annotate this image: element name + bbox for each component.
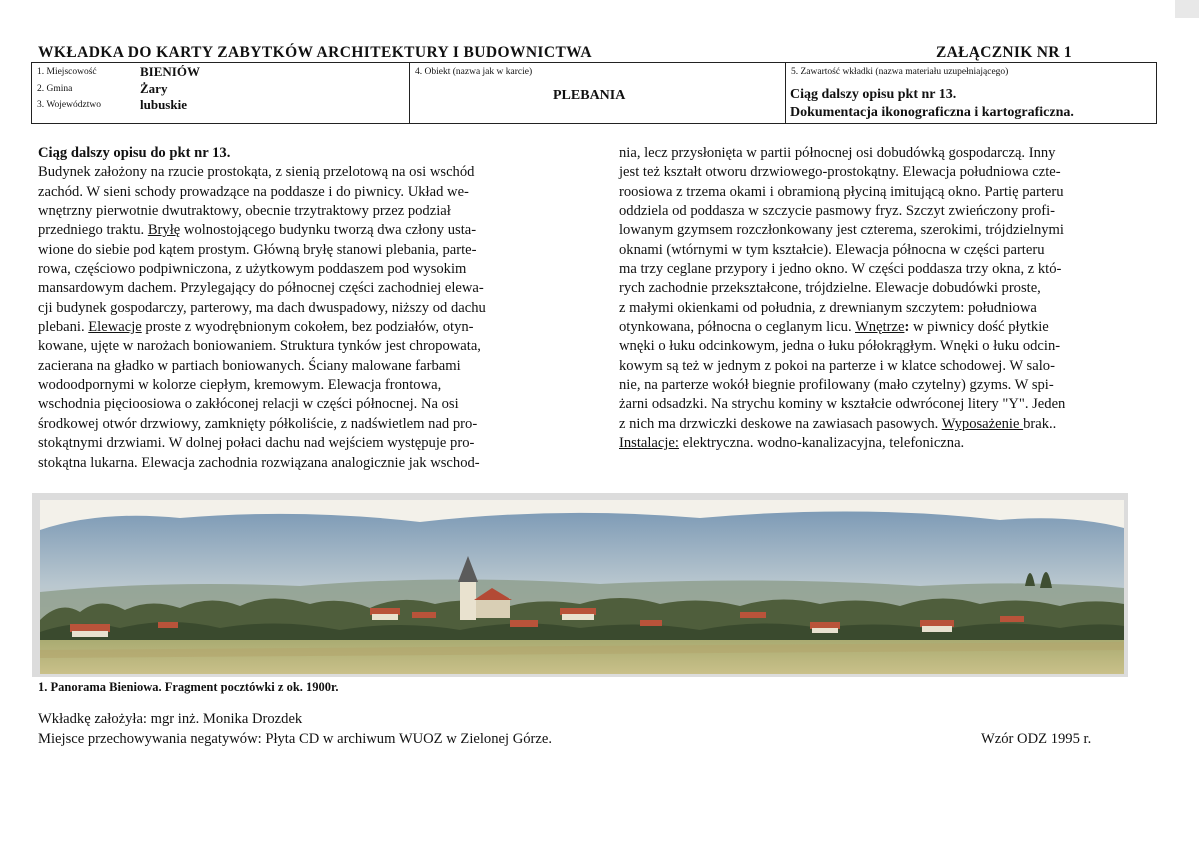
- right-text-line: oddziela od poddasza w szczycie pasmowy fryz. Szczyt zwieńczony profi-: [619, 203, 1056, 220]
- right-text-line: nie, na parterze wokół biegnie profilowany (mało czytelny) gzyms. W spi-: [619, 377, 1054, 394]
- left-text-line: plebani. Elewacje proste z wyodrębnionym cokołem, bez podziałów, otyn-: [38, 319, 474, 336]
- right-text-line: z nich ma drzwiczki deskowe na zawiasach pasowych. Wyposażenie brak..: [619, 415, 1057, 432]
- voivodeship-label: 3. Województwo: [37, 100, 101, 110]
- author-note: Wkładkę założyła: mgr inż. Monika Drozdek: [38, 711, 303, 727]
- left-text-line: przedniego traktu. Bryłę wolnostojącego budynku tworzą dwa człony usta-: [38, 222, 477, 239]
- right-text-line: otynkowana, północna o ceglanym licu. Wnętrze: w piwnicy dość płytkie: [619, 319, 1049, 336]
- underlined-term: Wyposażenie: [941, 415, 1024, 432]
- annex-number: ZAŁĄCZNIK NR 1: [936, 44, 1072, 61]
- right-text-line: roosiowa z trzema okami i obramioną płyciną imitującą okno. Partię parteru: [619, 183, 1064, 200]
- place-value: BIENIÓW: [140, 64, 200, 79]
- column-divider: [409, 63, 410, 123]
- right-text-line: wnęki o łuku odcinkowym, jedna o łuku półokrągłym. Wnęki o łuku odcin-: [619, 338, 1061, 355]
- right-text-line: żarni odsadzki. Na strychu kominy w kształcie odwróconej litery "Y". Jeden: [619, 396, 1066, 413]
- right-text-line: jest też kształt otworu drzwiowego-prostokątny. Elewacja południowa czte-: [619, 164, 1061, 181]
- place-label: 1. Miejscowość: [37, 67, 97, 77]
- left-text-line: stokątna lukarna. Elewacja zachodnia rozwiązana analogicznie jak wschod-: [38, 454, 480, 471]
- right-text-line: oknami (wtórnymi w tym kształcie). Elewacja północna w części parteru: [619, 241, 1045, 258]
- description-right-column: [619, 144, 1121, 454]
- left-text-line: rowa, częściowo podpiwniczona, z użytkowym poddaszem pod wysokim: [38, 261, 467, 278]
- right-text-line: z małymi okienkami od południa, z drewnianym szczytem: południowa: [619, 299, 1037, 316]
- left-text-line: wione do siebie pod kątem prostym. Główną bryłę stanowi plebania, parte-: [38, 241, 477, 258]
- storage-note: Miejsce przechowywania negatywów: Płyta CD w archiwum WUOZ w Zielonej Górze.: [38, 731, 553, 747]
- content-line-1: Ciąg dalszy opisu pkt nr 13.: [790, 87, 957, 102]
- left-text-line: kowane, ujęte w narożach boniowaniem. Struktura tynków jest chropowata,: [38, 338, 481, 355]
- left-text-line: stokątnymi drzwiami. W dolnej połaci dachu nad wejściem występuje pro-: [38, 435, 475, 452]
- left-text-line: mansardowym dachem. Przylegający do północnej części zachodniej elewa-: [38, 280, 484, 297]
- right-text-line: ma trzy ceglane przypory i jedno okno. W części poddasza trzy okna, z któ-: [619, 261, 1062, 278]
- scan-edge: [1175, 0, 1199, 18]
- description-left-column: [38, 144, 572, 473]
- right-text-line: Instalacje: elektryczna. wodno-kanalizacyjna, telefoniczna.: [619, 435, 965, 452]
- left-text-line: zachód. W sieni schody prowadzące na poddasze i do piwnicy. Układ we-: [38, 183, 469, 200]
- description-heading: Ciąg dalszy opisu do pkt nr 13.: [38, 145, 231, 161]
- commune-label: 2. Gmina: [37, 84, 73, 94]
- left-text-line: zacierana na gładko w partiach boniowanych. Ściany malowane farbami: [38, 357, 461, 374]
- left-text-line: wschodnia pięcioosiowa o zakłóconej relacji w części północnej. Na osi: [38, 396, 459, 413]
- header-fields-table: [31, 62, 1157, 124]
- underlined-term: Wnętrze: [855, 319, 905, 336]
- content-label: 5. Zawartość wkładki (nazwa materiału uzupełniającego): [791, 67, 1009, 77]
- underlined-term: Elewacje: [88, 319, 142, 336]
- object-value: PLEBANIA: [553, 88, 626, 103]
- template-note: Wzór ODZ 1995 r.: [981, 731, 1092, 747]
- underlined-term: Instalacje:: [619, 435, 679, 452]
- object-label: 4. Obiekt (nazwa jak w karcie): [415, 67, 533, 77]
- figure-caption: 1. Panorama Bieniowa. Fragment pocztówki z ok. 1900r.: [38, 680, 339, 694]
- document-title: WKŁADKA DO KARTY ZABYTKÓW ARCHITEKTURY I BUDOWNICTWA: [38, 44, 592, 61]
- commune-value: Żary: [140, 81, 168, 96]
- underlined-term: Bryłę: [147, 222, 181, 239]
- left-text-line: Budynek założony na rzucie prostokąta, z sienią przelotową na osi wschód: [38, 164, 475, 181]
- right-text-line: kowym są też w jednym z pokoi na parterze i w klatce schodowej. W salo-: [619, 357, 1055, 374]
- content-line-2: Dokumentacja ikonograficzna i kartograficzna.: [790, 105, 1074, 120]
- left-text-line: wodoodpornymi w kolorze ciepłym, kremowym. Elewacja frontowa,: [38, 377, 442, 394]
- left-text-line: wnętrzny pierwotnie dwutraktowy, obecnie trzytraktowy przez podział: [38, 203, 451, 220]
- voivodeship-value: lubuskie: [140, 97, 187, 112]
- left-text-line: środkowej otwór drzwiowy, zamknięty półkoliście, z nadświetlem nad pro-: [38, 415, 478, 432]
- right-text-line: rych zachodnie przekształcone, trójdzielne. Elewacje dobudówki proste,: [619, 280, 1041, 297]
- right-text-line: lowanym gzymsem rozczłonkowany jest czterema, szerokimi, trójdzielnymi: [619, 222, 1064, 239]
- right-text-line: nia, lecz przysłonięta w partii północnej osi dobudówką gospodarczą. Inny: [619, 145, 1056, 161]
- column-divider: [785, 63, 786, 123]
- left-text-line: cji budynek gospodarczy, parterowy, ma dach dwuspadowy, niższy od dachu: [38, 299, 486, 316]
- panorama-image: [40, 500, 1124, 674]
